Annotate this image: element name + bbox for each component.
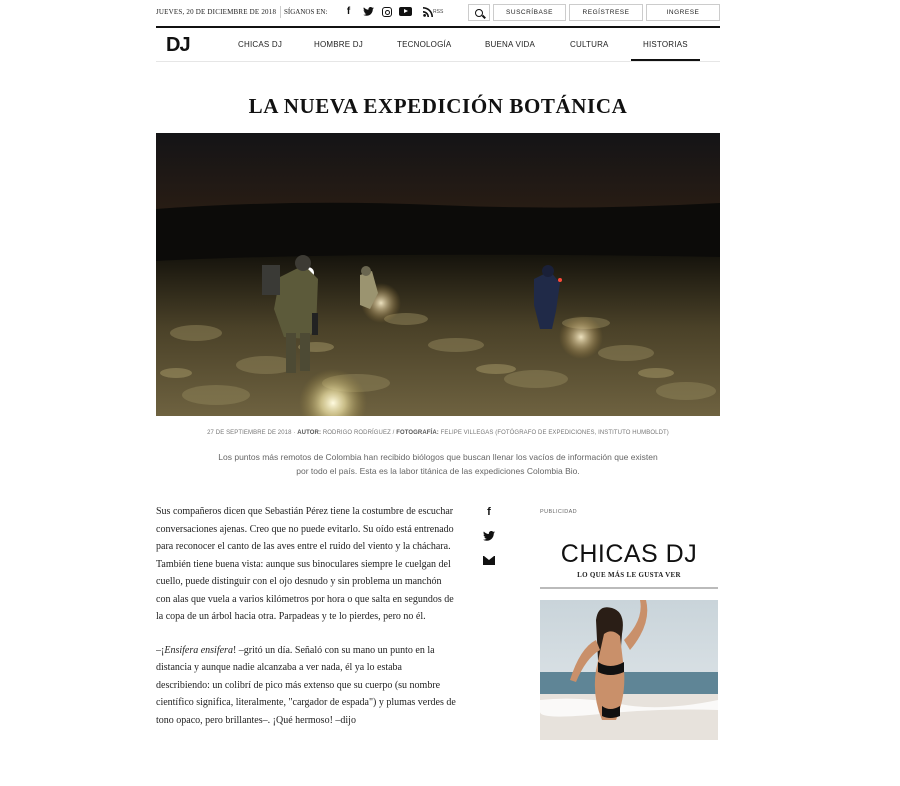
current-date: JUEVES, 20 DE DICIEMBRE DE 2018 — [156, 8, 277, 16]
article-body — [156, 503, 456, 740]
ad-tagline[interactable]: LO QUE MÁS LE GUSTA VER — [577, 571, 681, 579]
facebook-icon[interactable]: f — [346, 6, 351, 17]
subscribe-button[interactable]: SUSCRÍBASE — [493, 4, 566, 21]
ad-divider — [540, 587, 718, 589]
photo-label: FOTOGRAFÍA: — [396, 430, 439, 436]
search-icon — [475, 9, 483, 17]
species-name: Ensifera ensifera — [164, 644, 233, 656]
author-label: AUTOR: — [297, 430, 322, 436]
article-author[interactable]: RODRIGO RODRÍGUEZ — [322, 430, 391, 436]
article-date: 27 DE SEPTIEMBRE DE 2018 — [207, 430, 292, 436]
hero-photo — [156, 133, 720, 416]
share-facebook-icon[interactable]: f — [487, 506, 491, 518]
page — [156, 0, 720, 740]
divider — [280, 6, 281, 18]
article-title: LA NUEVA EXPEDICIÓN BOTÁNICA — [248, 94, 628, 118]
paragraph: Sus compañeros dicen que Sebastián Pérez tiene la costumbre de escuchar conversaciones ajenas. Creo que no puede evitarlo. Su oído está entrenado para reconocer el canto de las aves entre el ruido del viento y la cháchara. También tiene buena vista: aunque sus binoculares siempre le cuelgan del cuello, puede distinguir con el ojo desnudo y sin problema un manchón con alas que vuela a varios kilómetros por hora o que salta en segundos de la copa de un árbol hacia otra. Parpadeas y te lo pierdes, pero no él. — [156, 506, 454, 622]
share-mail-icon[interactable] — [482, 553, 496, 567]
nav-item-cultura[interactable]: CULTURA — [570, 40, 609, 49]
nav-item-historias[interactable]: HISTORIAS — [643, 40, 688, 49]
ad-image[interactable] — [540, 600, 718, 740]
rss-label[interactable]: RSS — [433, 9, 444, 15]
nav-item-tecnologia[interactable]: TECNOLOGÍA — [397, 40, 452, 49]
main-nav — [156, 26, 720, 62]
follow-label: SÍGANOS EN: — [284, 8, 328, 16]
register-button[interactable]: REGÍSTRESE — [569, 4, 643, 21]
twitter-icon[interactable] — [362, 5, 375, 18]
ad-label: PUBLICIDAD — [540, 509, 578, 515]
login-button[interactable]: INGRESE — [646, 4, 720, 21]
ad-title[interactable]: CHICAS DJ — [560, 540, 698, 568]
photographer: FELIPE VILLEGAS (FOTÓGRAFO DE EXPEDICIONES, INSTITUTO HUMBOLDT) — [440, 430, 669, 436]
paragraph: –¡Ensifera ensifera! –gritó un día. Señaló con su mano un punto en la distancia y aunque nadie alcanzaba a ver nada, él ya lo estaba describiendo: un colibrí de pico más extenso que su cuerpo (su nombre científico significa, literalmente, "cargador de espada") y plumas verdes de tono opaco, pero brillantes–. ¡Qué hermoso! –dijo — [156, 644, 456, 726]
search-button[interactable] — [468, 4, 490, 21]
utility-bar — [156, 0, 720, 26]
nav-item-hombre-dj[interactable]: HOMBRE DJ — [314, 40, 363, 49]
share-twitter-icon[interactable] — [482, 529, 496, 543]
youtube-icon[interactable] — [399, 5, 412, 18]
site-logo[interactable]: DJ — [166, 34, 190, 56]
nav-item-buena-vida[interactable]: BUENA VIDA — [485, 40, 536, 49]
instagram-icon[interactable] — [380, 5, 393, 18]
article-credit: 27 DE SEPTIEMBRE DE 2018 · AUTOR: RODRIGO RODRÍGUEZ / FOTOGRAFÍA: FELIPE VILLEGAS (FOTÓGRAFO DE EXPEDICIONES, INSTITUTO HUMBOLDT) — [207, 430, 669, 436]
article-lede: Los puntos más remotos de Colombia han recibido biólogos que buscan llenar los vacíos de información que existen por todo el país. Esta es la labor titánica de las expediciones Colombia Bio. — [218, 452, 658, 476]
nav-item-chicas-dj[interactable]: CHICAS DJ — [238, 40, 283, 49]
